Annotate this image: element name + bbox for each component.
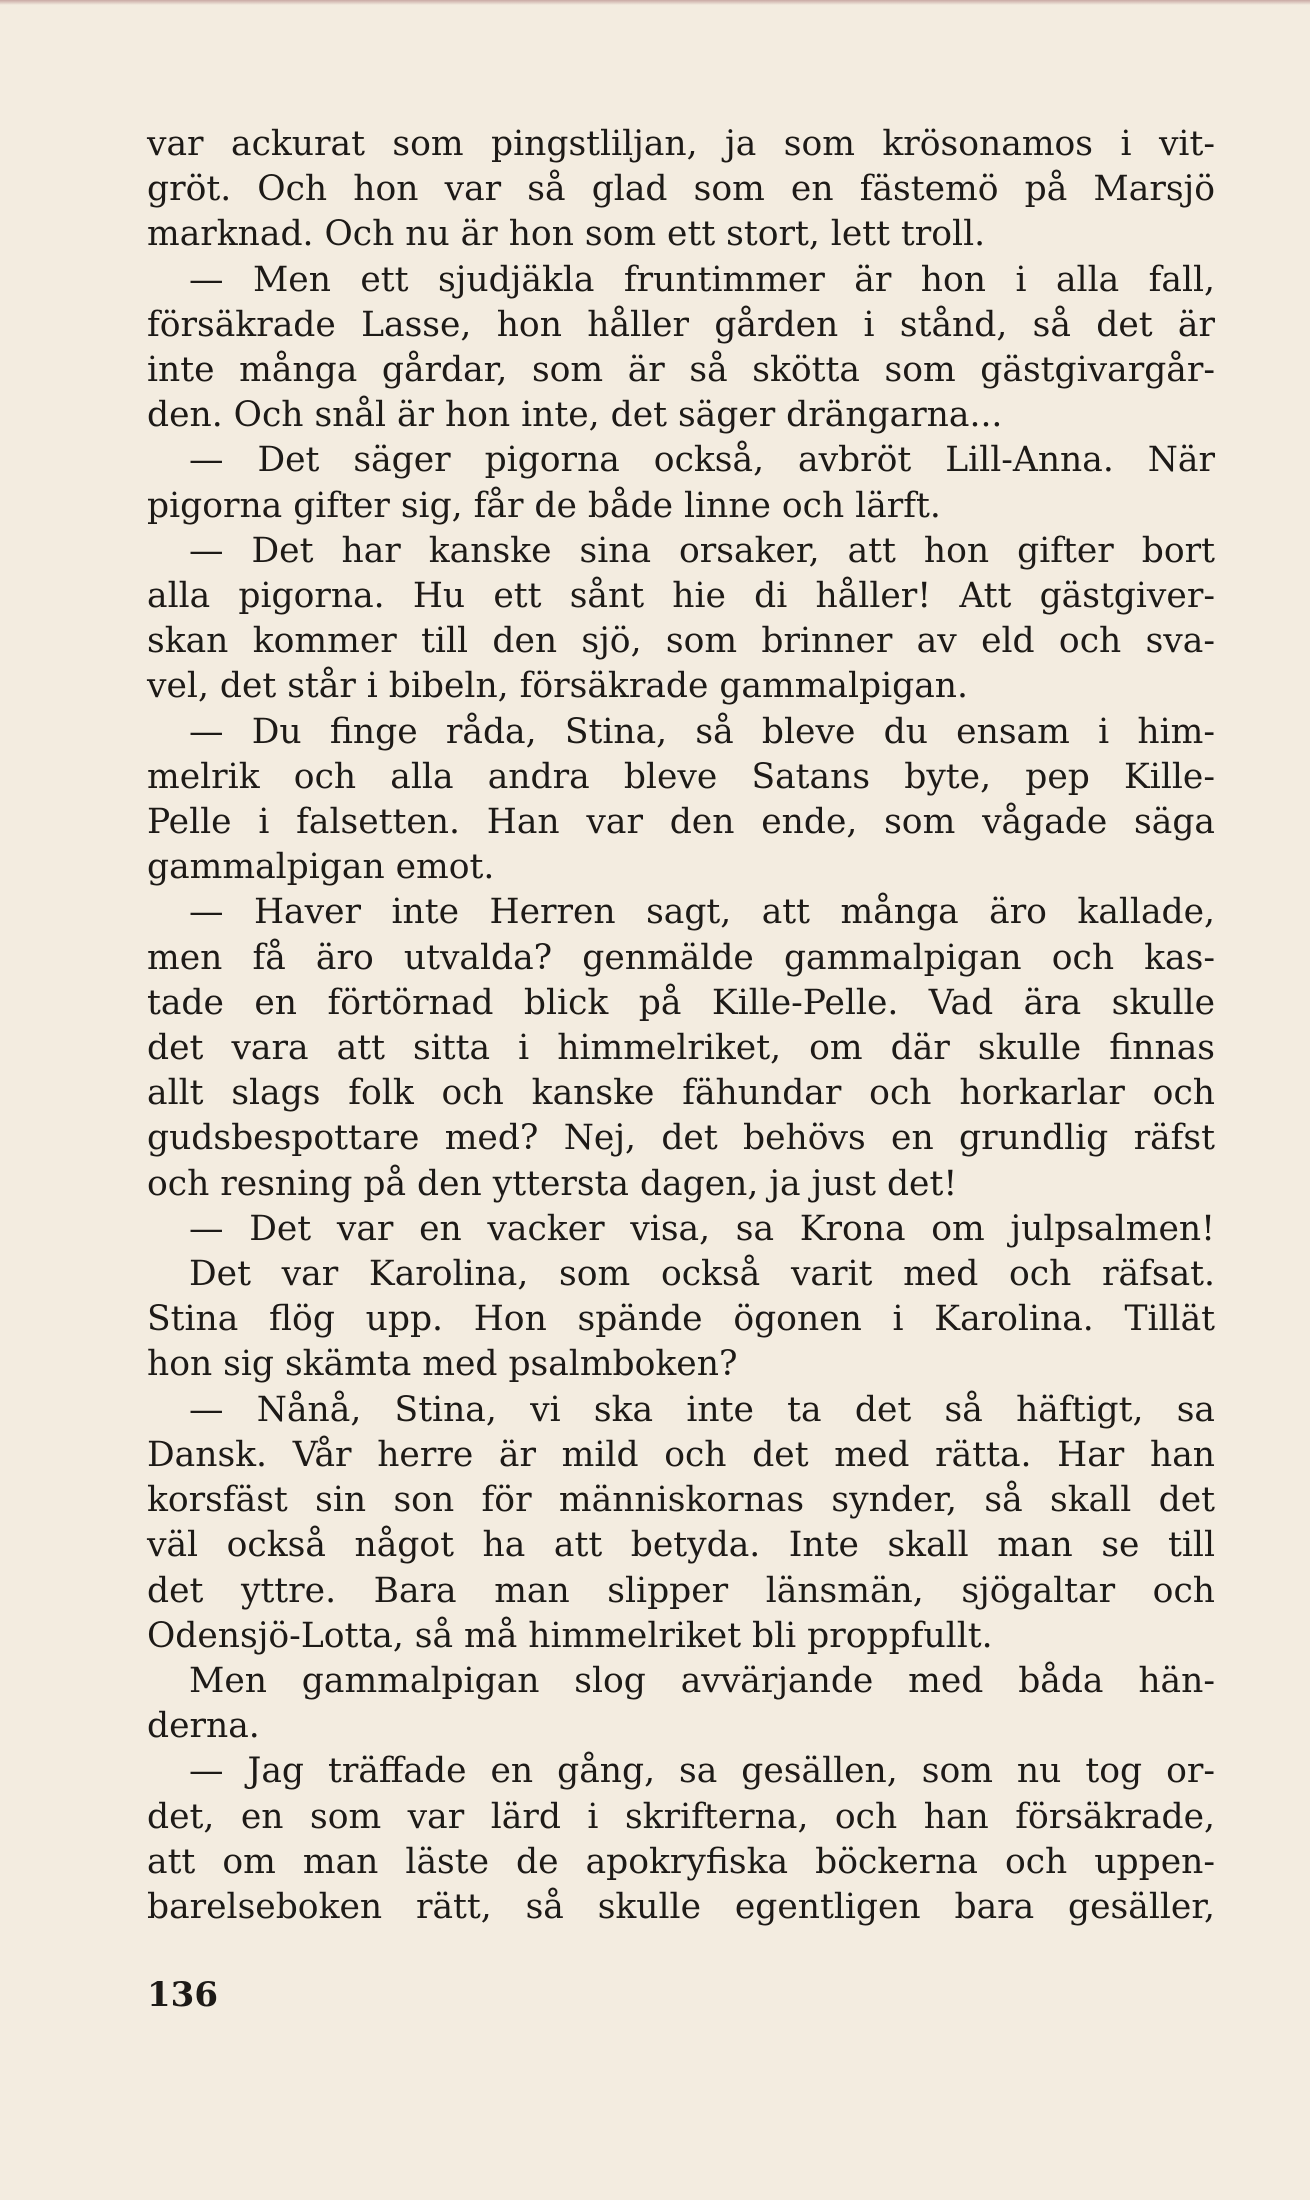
text-line: den. Och snål är hon inte, det säger drängarna...: [147, 395, 1003, 436]
text-line: barelseboken rätt, så skulle egentligen bara gesäller,: [147, 1886, 1215, 1927]
text-line: derna.: [147, 1706, 260, 1747]
text-line: men få äro utvalda? genmälde gammalpigan och kas-: [147, 937, 1215, 978]
body-text: [147, 122, 1215, 1930]
text-line: Det var Karolina, som också varit med och räfsat.: [189, 1254, 1215, 1295]
text-line: vel, det står i bibeln, försäkrade gammalpigan.: [147, 666, 968, 707]
text-line: — Nånå, Stina, vi ska inte ta det så häftigt, sa: [189, 1389, 1215, 1430]
text-line: det vara att sitta i himmelriket, om där skulle finnas: [147, 1028, 1215, 1069]
text-line: skan kommer till den sjö, som brinner av eld och sva-: [147, 621, 1215, 662]
text-line: — Haver inte Herren sagt, att många äro kallade,: [189, 892, 1215, 933]
text-line: marknad. Och nu är hon som ett stort, lett troll.: [147, 214, 986, 255]
text-line: försäkrade Lasse, hon håller gården i stånd, så det är: [147, 304, 1215, 345]
text-line: Stina flög upp. Hon spände ögonen i Karolina. Tillät: [147, 1299, 1215, 1340]
page-number: 136: [147, 1975, 218, 2015]
text-line: — Du finge råda, Stina, så bleve du ensam i him-: [189, 711, 1215, 752]
text-line: — Det var en vacker visa, sa Krona om julpsalmen!: [189, 1208, 1215, 1249]
text-line: det yttre. Bara man slipper länsmän, sjögaltar och: [147, 1570, 1215, 1611]
page-top-edge: [0, 0, 1310, 5]
text-line: att om man läste de apokryfiska böckerna och uppen-: [147, 1841, 1215, 1882]
text-line: det, en som var lärd i skrifterna, och han försäkrade,: [147, 1796, 1215, 1837]
text-line: — Men ett sjudjäkla fruntimmer är hon i alla fall,: [189, 259, 1215, 300]
text-line: allt slags folk och kanske fähundar och horkarlar och: [147, 1073, 1215, 1114]
text-line: gröt. Och hon var så glad som en fästemö på Marsjö: [147, 169, 1215, 210]
text-line: — Det säger pigorna också, avbröt Lill-Anna. När: [189, 440, 1215, 481]
text-line: melrik och alla andra bleve Satans byte, pep Kille-: [147, 756, 1215, 797]
text-line: pigorna gifter sig, får de både linne och lärft.: [147, 485, 941, 526]
text-line: — Jag träffade en gång, sa gesällen, som nu tog or-: [189, 1751, 1215, 1792]
text-line: Dansk. Vår herre är mild och det med rätta. Har han: [147, 1434, 1215, 1475]
text-line: var ackurat som pingstliljan, ja som krösonamos i vit-: [147, 124, 1215, 164]
text-line: Pelle i falsetten. Han var den ende, som vågade säga: [147, 802, 1215, 843]
text-line: korsfäst sin son för människornas synder, så skall det: [147, 1480, 1215, 1521]
text-line: tade en förtörnad blick på Kille-Pelle. Vad ära skulle: [147, 982, 1215, 1023]
text-line: hon sig skämta med psalmboken?: [147, 1344, 738, 1385]
text-line: Men gammalpigan slog avvärjande med båda hän-: [189, 1660, 1215, 1701]
text-line: och resning på den yttersta dagen, ja just det!: [147, 1163, 958, 1204]
text-line: gammalpigan emot.: [147, 847, 495, 888]
text-line: väl också något ha att betyda. Inte skall man se till: [147, 1525, 1215, 1566]
text-line: alla pigorna. Hu ett sånt hie di håller! Att gästgiver-: [147, 576, 1215, 617]
text-line: — Det har kanske sina orsaker, att hon gifter bort: [189, 530, 1215, 571]
text-line: Odensjö-Lotta, så må himmelriket bli proppfullt.: [147, 1615, 993, 1656]
text-line: inte många gårdar, som är så skötta som gästgivargår-: [147, 350, 1215, 391]
text-line: gudsbespottare med? Nej, det behövs en grundlig räfst: [147, 1118, 1215, 1159]
